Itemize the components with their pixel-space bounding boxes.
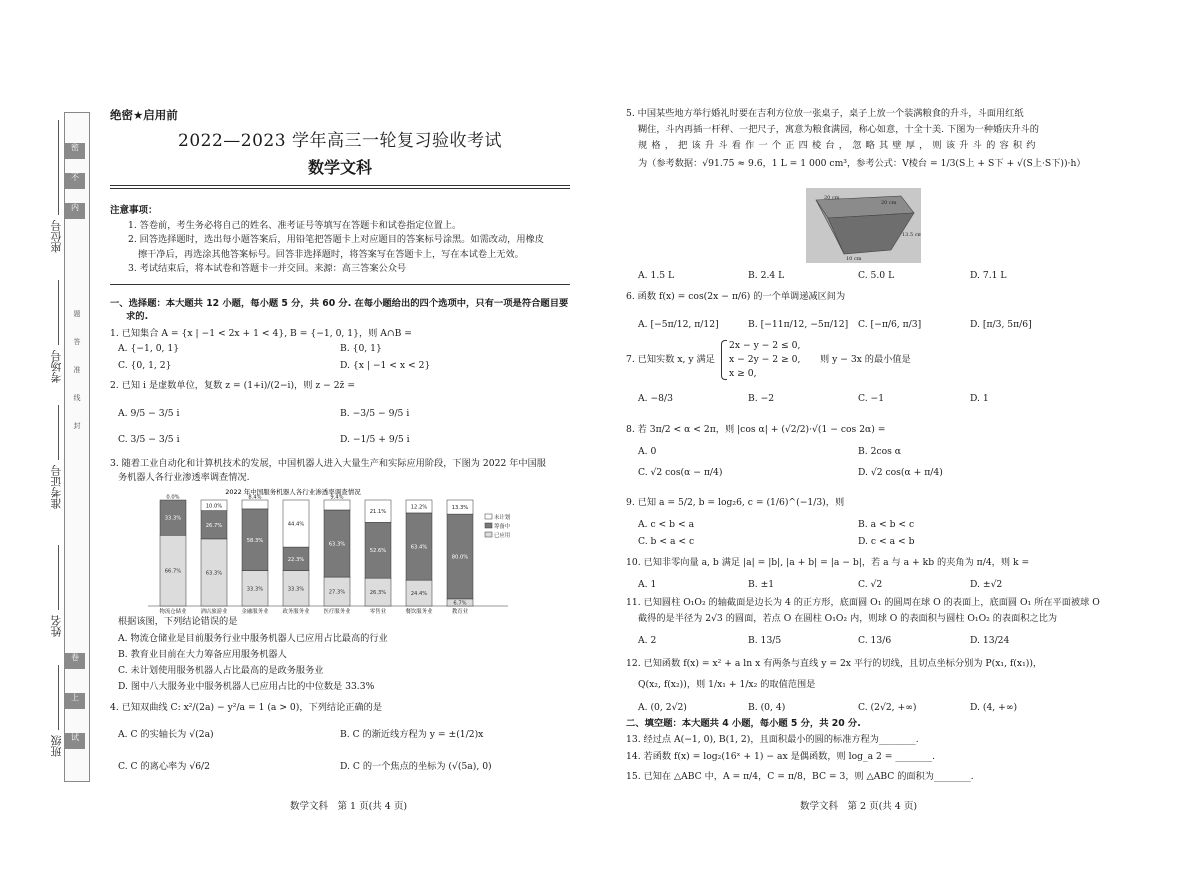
q1-option-b: B. {0, 1} <box>340 343 382 354</box>
q9-option-c: C. b < a < c <box>638 536 695 547</box>
data-label-prep-3: 22.3% <box>287 556 305 563</box>
q3-option-d: D. 图中八大服务业中服务机器人已应用占比的中位数是 33.3% <box>118 681 375 692</box>
data-label-applied-1: 63.3% <box>205 570 223 577</box>
q8-option-d: D. √2 cos(α + π/4) <box>858 467 943 478</box>
q10-option-d: D. ±√2 <box>970 579 1003 590</box>
data-label-prep-5: 52.6% <box>369 548 387 555</box>
strip-cell: 内 <box>65 203 85 219</box>
q2-option-d: D. −1/5 + 9/5 i <box>340 434 410 445</box>
q5-option-b: B. 2.4 L <box>748 270 785 281</box>
data-label-none-2: 8.4% <box>248 494 262 501</box>
strip-cell: 密 <box>65 143 85 159</box>
category-label-0: 物流仓储业 <box>159 609 187 614</box>
question-7-stem: 7. 已知实数 x, y 满足 <box>626 354 715 365</box>
q11-option-d: D. 13/24 <box>970 635 1010 646</box>
q12-option-b: B. (0, 4) <box>748 702 786 713</box>
q12-option-d: D. (4, +∞) <box>970 702 1018 713</box>
fill-line <box>58 405 59 460</box>
category-label-4: 医疗服务业 <box>323 609 351 614</box>
q1-option-a: A. {−1, 0, 1} <box>118 343 180 354</box>
data-label-applied-4: 27.3% <box>328 589 346 596</box>
category-label-2: 金融服务业 <box>241 609 269 614</box>
dimension-top: 20 cm <box>824 195 840 201</box>
bar-chart <box>148 484 518 614</box>
fill-line <box>58 545 59 610</box>
q6-option-c: C. [−π/6, π/3] <box>858 319 922 330</box>
legend-label-0: 未计划 <box>494 514 511 521</box>
data-label-none-7: 13.3% <box>451 505 469 512</box>
data-label-none-5: 21.1% <box>369 509 387 516</box>
category-label-6: 餐饮服务业 <box>405 609 433 614</box>
binding-strip <box>64 112 90 782</box>
q12-option-a: A. (0, 2√2) <box>638 702 687 713</box>
q2-option-b: B. −3/5 − 9/5 i <box>340 408 410 419</box>
legend-swatch-2 <box>485 532 492 537</box>
strip-cell: 不 <box>65 173 85 189</box>
bar-none-4 <box>324 500 350 510</box>
q5-option-a: A. 1.5 L <box>638 270 675 281</box>
exam-title: 2022—2023 学年高三一轮复习验收考试 <box>178 131 502 151</box>
question-12-line-2: Q(x₂, f(x₂))，则 1/x₁ + 1/x₂ 的取值范围是 <box>638 679 816 690</box>
q4-option-a: A. C 的实轴长为 √(2a) <box>118 729 214 740</box>
strip-cell: 试 <box>65 733 85 749</box>
notice-item: 1. 答卷前，考生务必将自己的姓名、准考证号等填写在答题卡和试卷指定位置上。 <box>128 219 462 231</box>
fill-line <box>58 665 59 730</box>
data-label-prep-0: 33.3% <box>164 515 182 522</box>
q6-option-d: D. [π/3, 5π/6] <box>970 319 1032 330</box>
q8-option-a: A. 0 <box>638 446 657 457</box>
category-label-5: 零售业 <box>369 609 387 614</box>
q9-option-d: D. c < a < b <box>858 536 915 547</box>
data-label-prep-7: 80.0% <box>451 554 469 561</box>
q8-option-b: B. 2cos α <box>858 446 901 457</box>
q11-option-c: C. 13/6 <box>858 635 892 646</box>
question-5-line-4: 为（参考数据：√91.75 ≈ 9.6，1 L = 1 000 cm³，参考公式：V棱台 = 1/3(S上 + S下 + √(S上·S下))·h） <box>638 158 1086 169</box>
data-label-applied-3: 33.3% <box>287 586 305 593</box>
notice-item: 3. 考试结束后，将本试卷和答题卡一并交回。来源：高三答案公众号 <box>128 263 407 275</box>
q5-option-d: D. 7.1 L <box>970 270 1007 281</box>
dou-photo <box>806 188 921 263</box>
secret-mark: 绝密★启用前 <box>110 108 178 122</box>
fill-line <box>58 280 59 345</box>
q4-option-b: B. C 的渐近线方程为 y = ±(1/2)x <box>340 729 484 740</box>
q12-option-c: C. (2√2, +∞) <box>858 702 917 713</box>
q7-stem-tail: 则 y − 3x 的最小值是 <box>820 354 911 365</box>
class-label: 班级 <box>50 735 63 757</box>
data-label-prep-6: 63.4% <box>410 544 428 551</box>
question-3-after: 根据该图，下列结论错误的是 <box>118 616 238 627</box>
question-9-stem: 9. 已知 a = 5/2, b = log₂6, c = (1/6)^(−1/3)，则 <box>626 497 845 508</box>
question-10-stem: 10. 已知非零向量 a, b 满足 |a| = |b|, |a + b| = |a − b|，若 a 与 a + kb 的夹角为 π/4，则 k = <box>626 557 1030 568</box>
chart-svg <box>148 484 518 614</box>
question-3-stem-2: 务机器人各行业渗透率调查情况. <box>118 472 250 483</box>
q7-option-b: B. −2 <box>748 393 775 404</box>
page-1-footer: 数学文科 第 1 页(共 4 页) <box>290 801 408 812</box>
question-15: 15. 已知在 △ABC 中，A = π/4，C = π/8，BC = 3，则 △ABC 的面积为________. <box>626 771 974 782</box>
q2-option-a: A. 9/5 − 3/5 i <box>118 408 180 419</box>
q9-option-a: A. c < b < a <box>638 519 695 530</box>
legend-swatch-1 <box>485 523 492 528</box>
q7-option-c: C. −1 <box>858 393 885 404</box>
question-1-stem: 1. 已知集合 A = {x | −1 < 2x + 1 < 4}, B = {−1, 0, 1}，则 A∩B = <box>110 328 412 339</box>
exam-room-label: 考场号 <box>50 350 63 383</box>
legend-label-2: 已应用 <box>494 532 511 539</box>
data-label-applied-7: 6.7% <box>453 600 467 607</box>
q7-option-a: A. −8/3 <box>638 393 673 404</box>
strip-dotted-words: 题 答 准 线 封 <box>73 310 81 430</box>
data-label-none-3: 44.4% <box>287 521 305 528</box>
q10-option-b: B. ±1 <box>748 579 775 590</box>
legend-label-1: 筹备中 <box>494 523 511 530</box>
question-12-line-1: 12. 已知函数 f(x) = x² + a ln x 有两条与直线 y = 2x 平行的切线，且切点坐标分别为 P(x₁, f(x₁))， <box>626 658 1043 669</box>
dimension-height: 13.5 cm <box>902 232 921 238</box>
question-3-stem: 3. 随着工业自动化和计算机技术的发展，中国机器人进入大量生产和实际应用阶段，下图为 2022 年中国服 <box>110 458 546 469</box>
system-brace <box>721 340 727 380</box>
bar-none-2 <box>242 500 268 509</box>
notice-rule <box>110 284 570 285</box>
question-5-line-3: 规格，把该升斗看作一个正四棱台，忽略其壁厚，则该升斗的容积约 <box>638 140 1040 151</box>
q5-option-c: C. 5.0 L <box>858 270 895 281</box>
data-label-prep-4: 63.3% <box>328 541 346 548</box>
q1-option-d: D. {x | −1 < x < 2} <box>340 360 431 371</box>
q7-constraint-3: x ≥ 0, <box>729 368 757 379</box>
data-label-none-6: 12.2% <box>410 504 428 511</box>
q10-option-a: A. 1 <box>638 579 657 590</box>
q4-option-d: D. C 的一个焦点的坐标为 (√(5a), 0) <box>340 761 492 772</box>
question-5-line-1: 5. 中国某些地方举行婚礼时要在吉利方位放一张桌子，桌子上放一个装满粮食的升斗，斗面用红纸 <box>626 108 1024 119</box>
category-label-7: 教育业 <box>451 609 469 614</box>
q3-option-c: C. 未计划使用服务机器人占比最高的是政务服务业 <box>118 665 324 676</box>
question-6-stem: 6. 函数 f(x) = cos(2x − π/6) 的一个单调递减区间为 <box>626 291 846 302</box>
notice-item: 擦干净后，再选涂其他答案标号。回答非选择题时，将答案写在答题卡上，写在本试卷上无效。 <box>138 248 524 260</box>
dimension-bottom: 10 cm <box>846 256 862 262</box>
dimension-top-2: 20 cm <box>881 200 897 206</box>
question-11-line-2: 截得的是半径为 2√3 的圆面，若点 O 在圆柱 O₁O₂ 内，则球 O 的表面积与圆柱 O₁O₂ 的表面积之比为 <box>638 613 1058 624</box>
q8-option-c: C. √2 cos(α − π/4) <box>638 467 723 478</box>
section1-heading: 一、选择题：本大题共 12 小题，每小题 5 分，共 60 分. 在每小题给出的四个选项中，只有一项是符合题目要 求的. <box>110 298 569 322</box>
question-13: 13. 经过点 A(−1, 0), B(1, 2)，且面积最小的圆的标准方程为________. <box>626 734 919 745</box>
strip-cell: 卷 <box>65 653 85 669</box>
q7-option-d: D. 1 <box>970 393 989 404</box>
data-label-applied-6: 24.4% <box>410 591 428 598</box>
data-label-prep-2: 58.3% <box>246 537 264 544</box>
q6-option-b: B. [−11π/12, −5π/12] <box>748 319 849 330</box>
seat-number-label: 座位号 <box>50 220 63 253</box>
header-rule <box>110 188 570 189</box>
strip-cell: 上 <box>65 693 85 709</box>
data-label-none-0: 0.0% <box>166 494 180 501</box>
data-label-applied-2: 33.3% <box>246 586 264 593</box>
question-8-stem: 8. 若 3π/2 < α < 2π，则 |cos α| + (√2/2)·√(1 − cos 2α) = <box>626 424 886 435</box>
q4-option-c: C. C 的离心率为 √6/2 <box>118 761 210 772</box>
dou-figure <box>806 188 921 263</box>
q3-option-b: B. 教育业目前在大力筹备应用服务机器人 <box>118 649 287 660</box>
category-label-3: 政务服务业 <box>282 609 310 614</box>
data-label-applied-0: 66.7% <box>164 568 182 575</box>
data-label-none-4: 9.4% <box>330 494 344 501</box>
question-5-line-2: 糊住，斗内再插一杆秤、一把尺子，寓意为粮食满园，称心如意，十全十美. 下图为一种婚庆升斗的 <box>638 124 1039 135</box>
q11-option-b: B. 13/5 <box>748 635 782 646</box>
page-2-footer: 数学文科 第 2 页(共 4 页) <box>800 801 918 812</box>
q6-option-a: A. [−5π/12, π/12] <box>638 319 719 330</box>
notice-item: 2. 回答选择题时，选出每小题答案后，用铅笔把答题卡上对应题目的答案标号涂黑。如需改动，用橡皮 <box>128 234 544 246</box>
notice-heading: 注意事项： <box>110 205 158 216</box>
q10-option-c: C. √2 <box>858 579 883 590</box>
fill-line <box>58 120 59 215</box>
data-label-none-1: 10.0% <box>205 503 223 510</box>
question-14: 14. 若函数 f(x) = log₂(16ˣ + 1) − ax 是偶函数，则 log_a 2 = ________. <box>626 751 936 762</box>
ticket-number-label: 准考证号 <box>50 465 63 509</box>
q9-option-b: B. a < b < c <box>858 519 915 530</box>
notice-section <box>110 205 580 276</box>
q11-option-a: A. 2 <box>638 635 657 646</box>
question-11-line-1: 11. 已知圆柱 O₁O₂ 的轴截面是边长为 4 的正方形，底面圆 O₁ 的圆周在球 O 的表面上，底面圆 O₁ 所在平面被球 O <box>626 597 1100 608</box>
question-4-stem: 4. 已知双曲线 C: x²/(2a) − y²/a = 1 (a > 0)，下列结论正确的是 <box>110 702 383 713</box>
q2-option-c: C. 3/5 − 3/5 i <box>118 434 180 445</box>
data-label-applied-5: 26.3% <box>369 590 387 597</box>
question-2-stem: 2. 已知 i 是虚数单位，复数 z = (1+i)/(2−i)，则 z − 2z̄ = <box>110 380 356 391</box>
q3-option-a: A. 物流仓储业是目前服务行业中服务机器人已应用占比最高的行业 <box>118 633 388 644</box>
exam-subject: 数学文科 <box>307 158 372 177</box>
name-label: 姓名 <box>50 615 63 637</box>
q7-constraint-1: 2x − y − 2 ≤ 0, <box>729 340 801 351</box>
q1-option-c: C. {0, 1, 2} <box>118 360 172 371</box>
legend-swatch-0 <box>485 514 492 519</box>
chart-title: 2022 年中国服务机器人各行业渗透率调查情况 <box>225 488 361 496</box>
section2-heading: 二、填空题：本大题共 4 小题，每小题 5 分，共 20 分. <box>626 718 861 729</box>
category-label-1: 酒店旅游业 <box>200 609 228 614</box>
header-rule <box>110 185 570 186</box>
data-label-prep-1: 26.7% <box>205 522 223 529</box>
q7-constraint-2: x − 2y − 2 ≥ 0, <box>729 354 801 365</box>
